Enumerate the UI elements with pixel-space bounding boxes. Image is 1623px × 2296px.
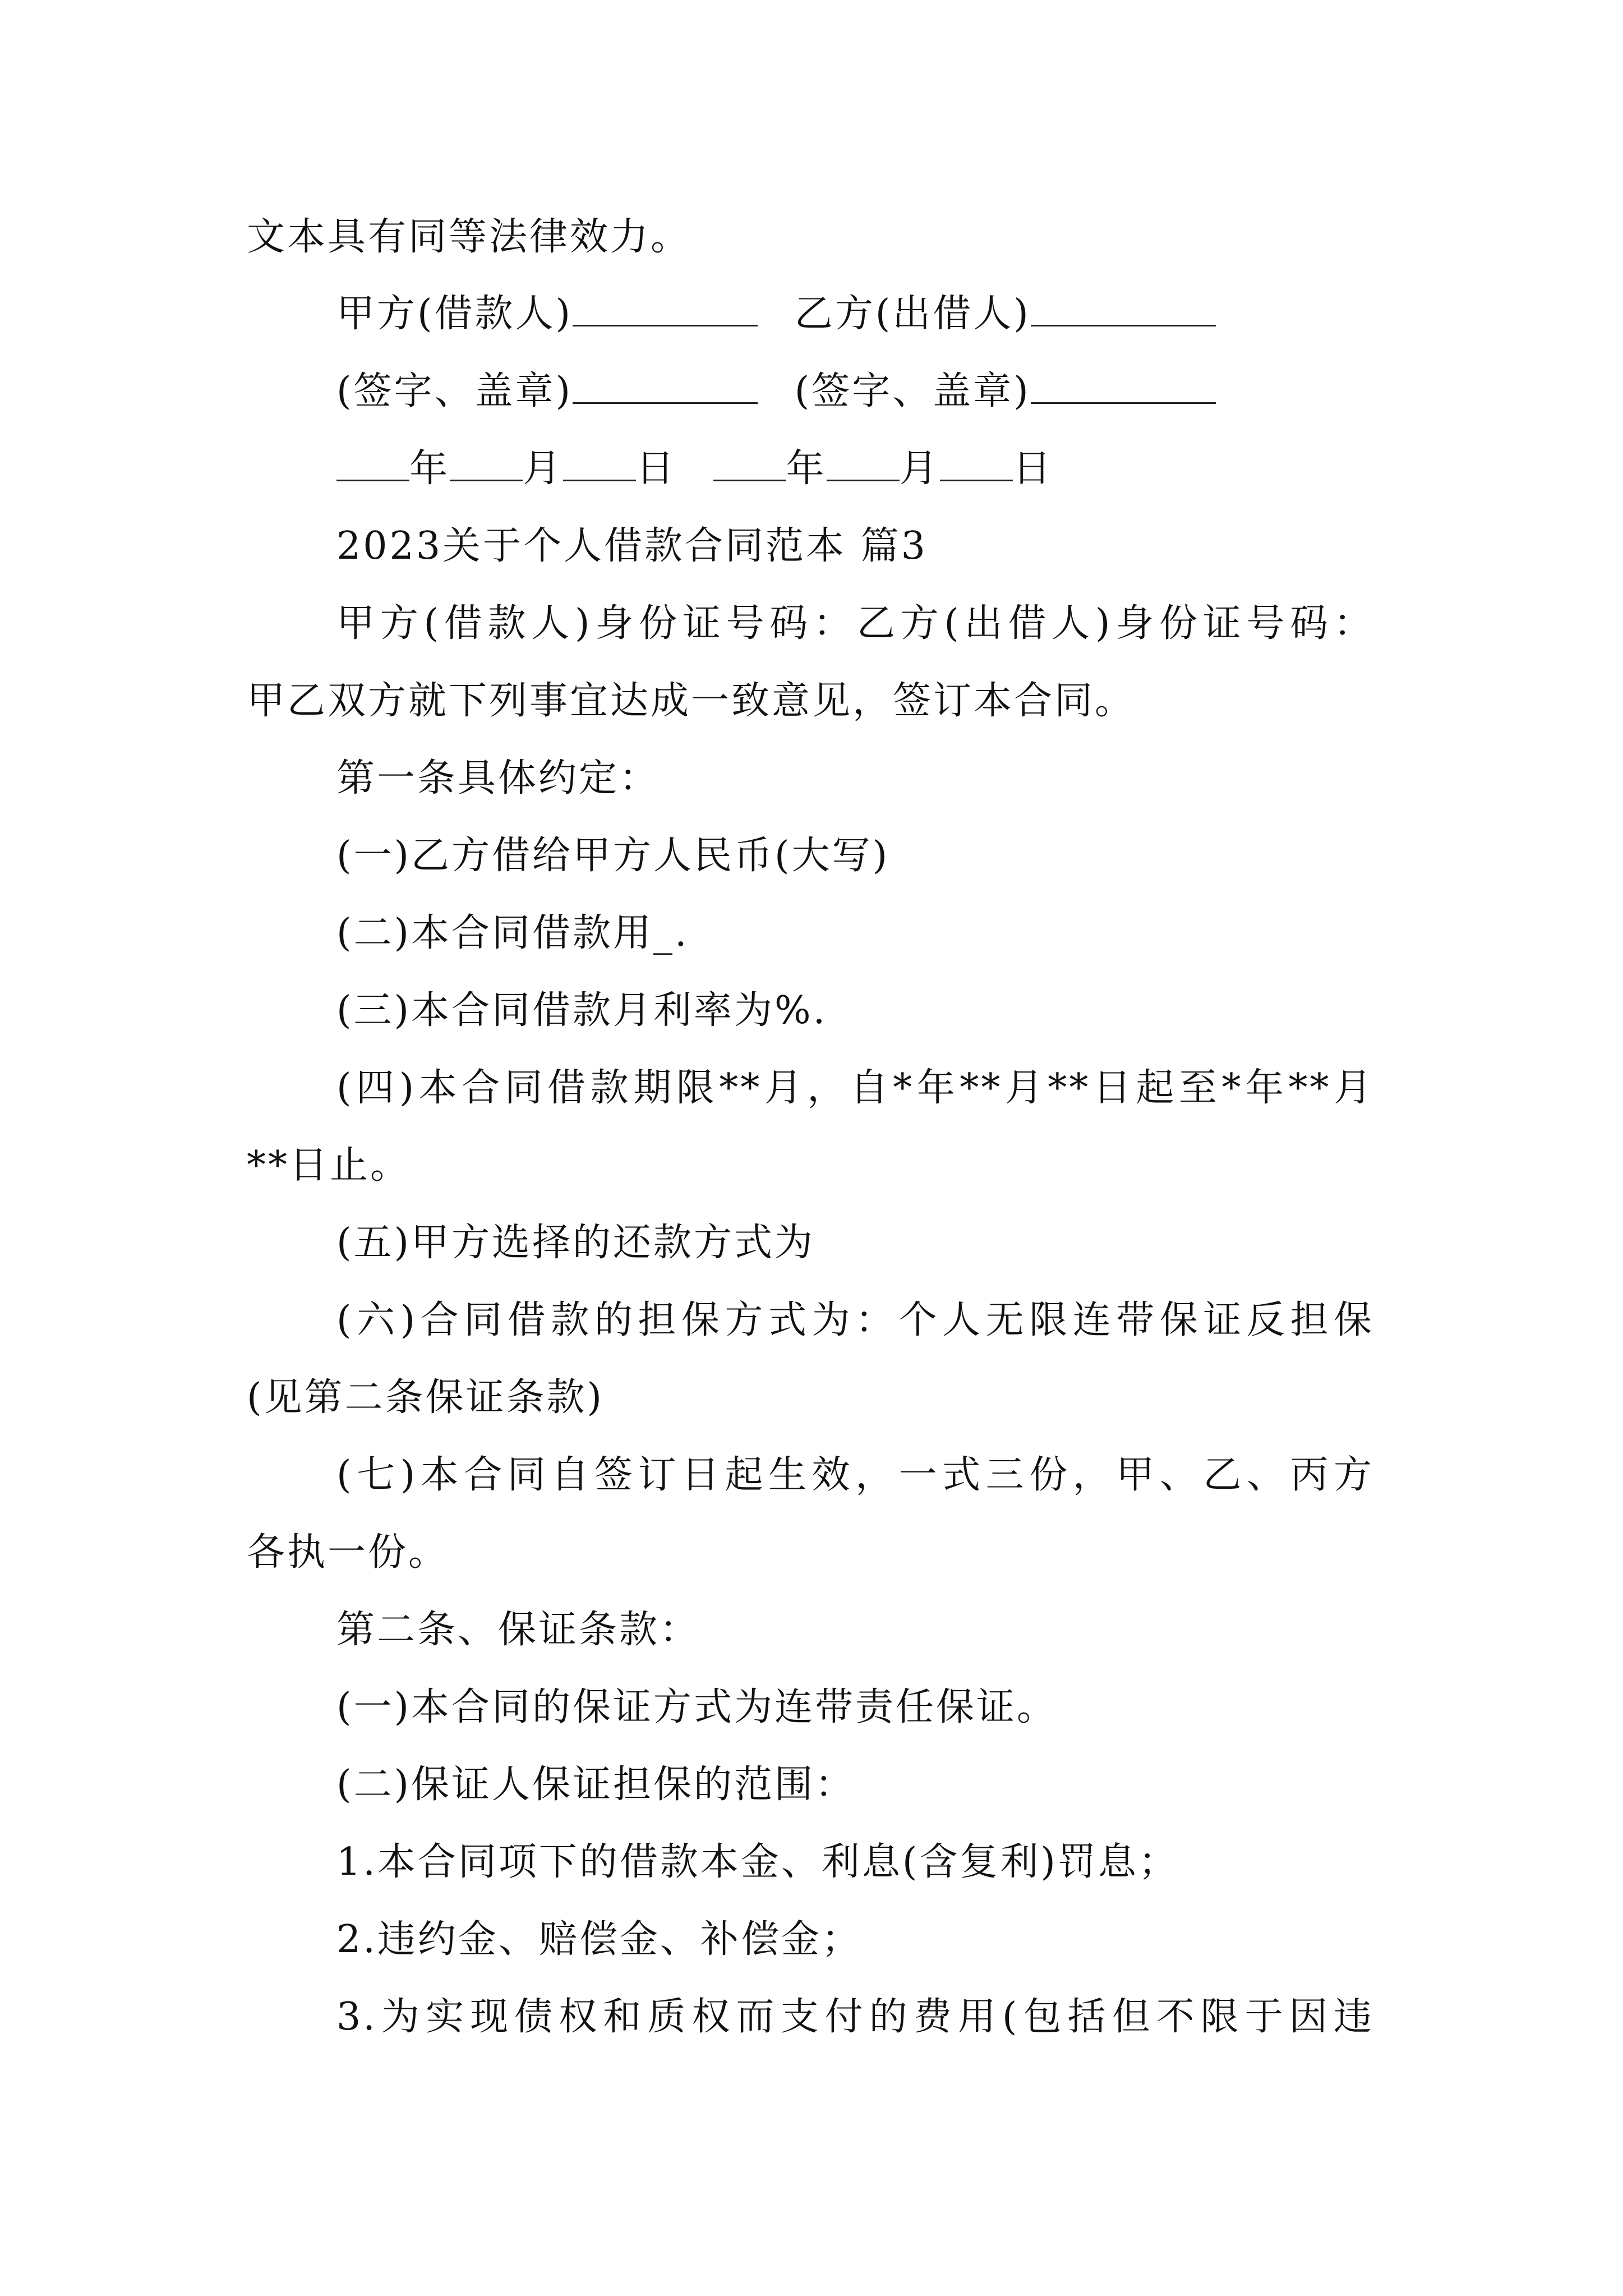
article-heading: 第二条、保证条款： bbox=[336, 1608, 700, 1652]
paragraph-line: 3.为实现债权和质权而支付的费用(包括但不限于因违 bbox=[336, 1995, 1374, 2039]
signature-party-row bbox=[336, 286, 1216, 342]
party-b-blank bbox=[1031, 290, 1216, 326]
party-a-blank bbox=[573, 290, 758, 326]
signature-seal-row bbox=[336, 364, 1216, 420]
day-blank bbox=[563, 445, 636, 481]
paragraph-line: (一)本合同的保证方式为连带责任保证。 bbox=[336, 1685, 1058, 1729]
year-label: 年 bbox=[786, 447, 827, 491]
paragraph-line: 文本具有同等法律效力。 bbox=[247, 215, 691, 259]
year-blank bbox=[336, 445, 409, 481]
paragraph-line: (四)本合同借款期限**月，自*年**月**日起至*年**月 bbox=[336, 1066, 1374, 1110]
paragraph-line: 1.本合同项下的借款本金、利息(含复利)罚息； bbox=[336, 1840, 1179, 1884]
day-label: 日 bbox=[636, 447, 677, 491]
paragraph-line: (二)本合同借款用_. bbox=[336, 911, 689, 955]
day-label: 日 bbox=[1012, 447, 1053, 491]
month-blank bbox=[827, 445, 900, 481]
sign-a-blank bbox=[573, 367, 758, 404]
sign-b-label: (签字、盖章) bbox=[794, 369, 1031, 413]
paragraph-line: (一)乙方借给甲方人民币(大写) bbox=[336, 834, 890, 878]
paragraph-line: 甲乙双方就下列事宜达成一致意见，签订本合同。 bbox=[247, 679, 1136, 723]
section-title: 2023关于个人借款合同范本 篇3 bbox=[336, 524, 928, 568]
paragraph-line: (六)合同借款的担保方式为：个人无限连带保证反担保 bbox=[336, 1298, 1374, 1342]
month-blank bbox=[450, 445, 523, 481]
paragraph-line: 各执一份。 bbox=[247, 1530, 449, 1575]
paragraph-line: **日止。 bbox=[247, 1143, 411, 1188]
sign-a-label: (签字、盖章) bbox=[336, 369, 573, 413]
article-heading: 第一条具体约定： bbox=[336, 756, 660, 800]
paragraph-line: (三)本合同借款月利率为%. bbox=[336, 988, 828, 1033]
paragraph-line: (见第二条保证条款) bbox=[247, 1375, 605, 1420]
sign-b-blank bbox=[1031, 367, 1216, 404]
day-blank bbox=[940, 445, 1013, 481]
paragraph-line: 2.违约金、赔偿金、补偿金； bbox=[336, 1917, 862, 1962]
month-label: 月 bbox=[899, 447, 940, 491]
paragraph-line: (七)本合同自签订日起生效，一式三份，甲、乙、丙方 bbox=[336, 1453, 1374, 1497]
year-blank bbox=[713, 445, 786, 481]
year-label: 年 bbox=[409, 447, 450, 491]
party-b-label: 乙方(出借人) bbox=[794, 292, 1031, 336]
paragraph-line: (五)甲方选择的还款方式为 bbox=[336, 1221, 815, 1265]
paragraph-line: (二)保证人保证担保的范围： bbox=[336, 1763, 856, 1807]
month-label: 月 bbox=[523, 447, 564, 491]
paragraph-line: 甲方(借款人)身份证号码：乙方(出借人)身份证号码： bbox=[336, 601, 1374, 646]
party-a-label: 甲方(借款人) bbox=[336, 292, 573, 336]
signature-date-row bbox=[336, 441, 1053, 497]
